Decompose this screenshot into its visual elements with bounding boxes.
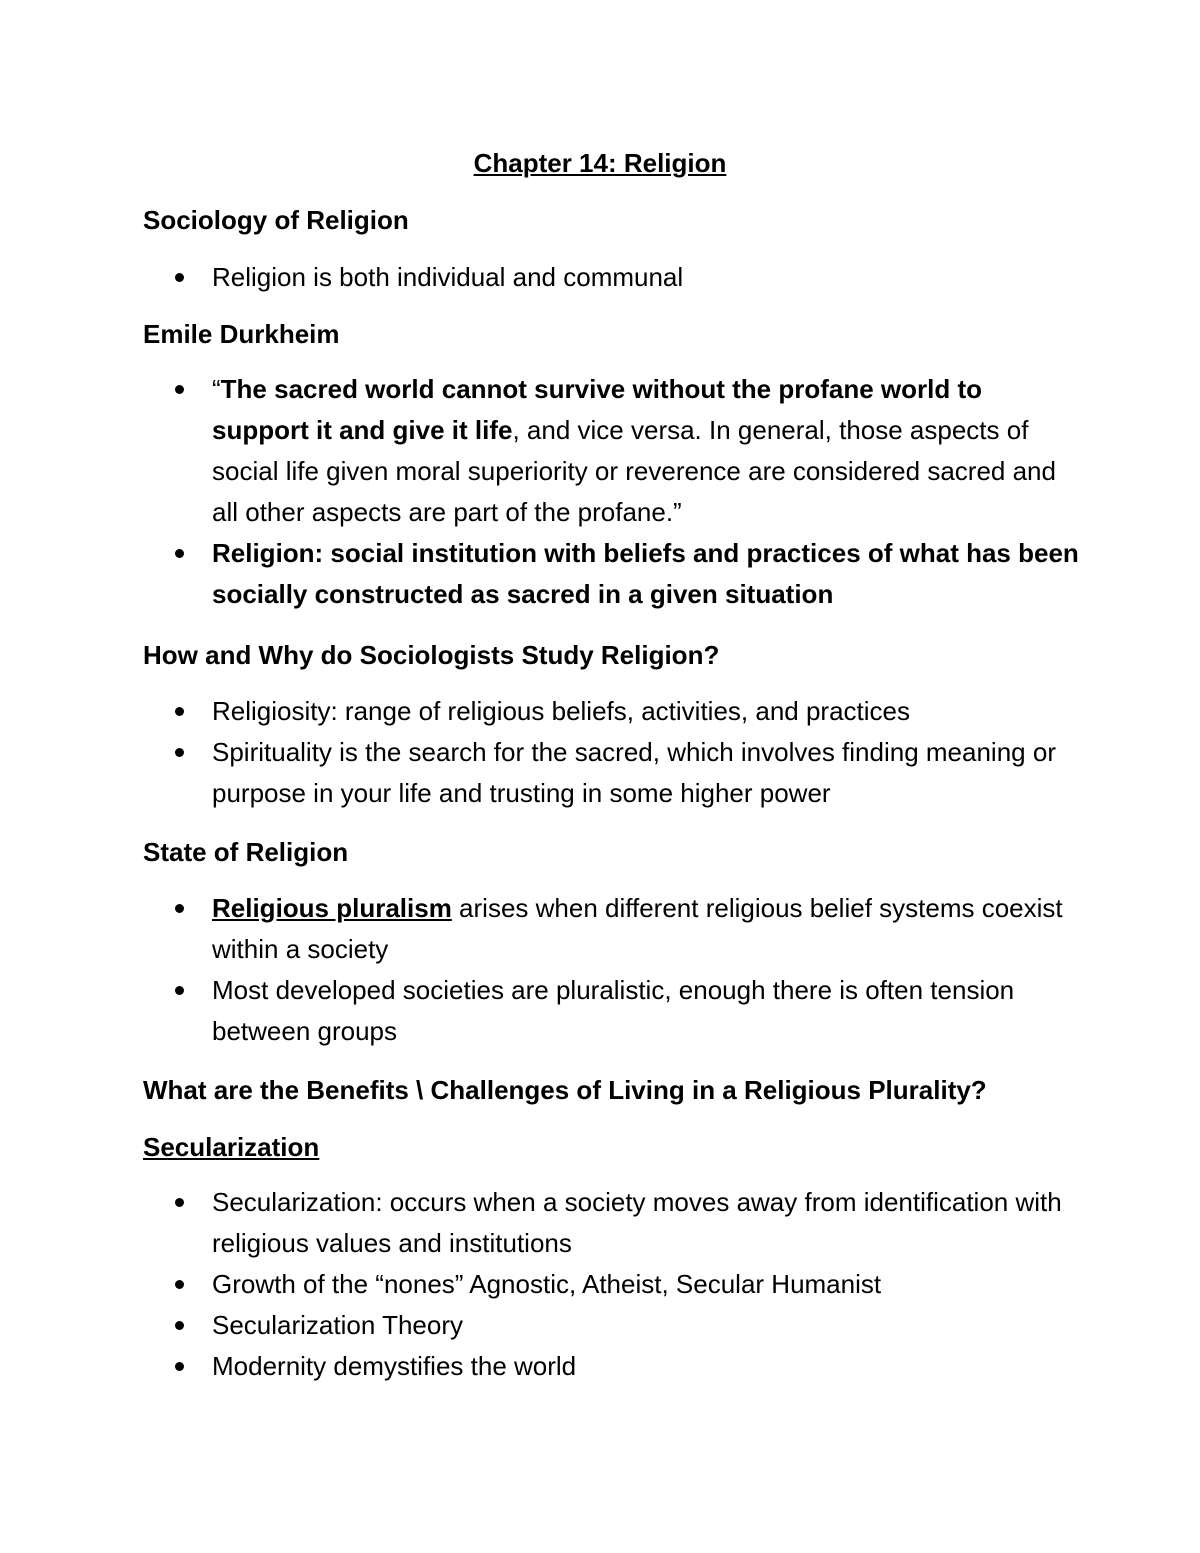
section-heading-benefits-challenges: What are the Benefits \ Challenges of Living in a Religious Plurality?	[143, 1075, 987, 1105]
bullet-icon	[175, 1362, 184, 1371]
section-heading-emile-durkheim: Emile Durkheim	[143, 319, 340, 349]
bullet-icon	[175, 385, 184, 394]
section-heading-state-of-religion: State of Religion	[143, 837, 349, 867]
bullet-icon	[175, 904, 184, 913]
sociology-of-religion-list	[143, 257, 1083, 298]
quote-open-mark: “	[212, 374, 221, 404]
list-item-durkheim-quote	[143, 369, 1083, 533]
how-and-why-list	[143, 691, 1083, 814]
list-item: Religion is both individual and communal	[143, 257, 1083, 298]
state-of-religion-list	[143, 888, 1083, 1052]
bullet-icon	[175, 549, 184, 558]
quote-bold-text: The sacred world cannot survive without the profane world to support it and give it life	[212, 374, 982, 445]
bullet-icon	[175, 707, 184, 716]
list-item-religion-definition: Religion: social institution with beliefs and practices of what has been socially constructed as sacred in a given situation	[143, 533, 1083, 615]
list-item: Growth of the “nones” Agnostic, Atheist, Secular Humanist	[143, 1264, 1083, 1305]
list-item-religious-pluralism: Religious pluralism arises when different religious belief systems coexist within a society	[143, 888, 1083, 970]
bullet-icon	[175, 986, 184, 995]
term-religious-pluralism: Religious pluralism	[212, 893, 452, 923]
bullet-icon	[175, 1198, 184, 1207]
bullet-icon	[175, 1321, 184, 1330]
bullet-icon	[175, 1280, 184, 1289]
section-heading-secularization: Secularization	[143, 1132, 320, 1162]
emile-durkheim-list	[143, 369, 1083, 615]
page-title: Chapter 14: Religion	[473, 148, 727, 178]
section-heading-sociology-of-religion: Sociology of Religion	[143, 205, 409, 235]
list-item: Most developed societies are pluralistic, enough there is often tension between groups	[143, 970, 1083, 1052]
quote-rest-text: , and vice versa. In general, those aspects of social life given moral superiority or reverence are considered sacred and all other aspects are part of the profane.”	[212, 415, 1056, 527]
secularization-list	[143, 1182, 1083, 1387]
bullet-icon	[175, 273, 184, 282]
list-item: Secularization Theory	[143, 1305, 1083, 1346]
list-item: Religiosity: range of religious beliefs, activities, and practices	[143, 691, 1083, 732]
list-item: Spirituality is the search for the sacred, which involves finding meaning or purpose in your life and trusting in some higher power	[143, 732, 1083, 814]
list-item: Secularization: occurs when a society moves away from identification with religious values and institutions	[143, 1182, 1083, 1264]
section-heading-how-and-why: How and Why do Sociologists Study Religion?	[143, 640, 720, 670]
bullet-icon	[175, 748, 184, 757]
list-item: Modernity demystifies the world	[143, 1346, 1083, 1387]
